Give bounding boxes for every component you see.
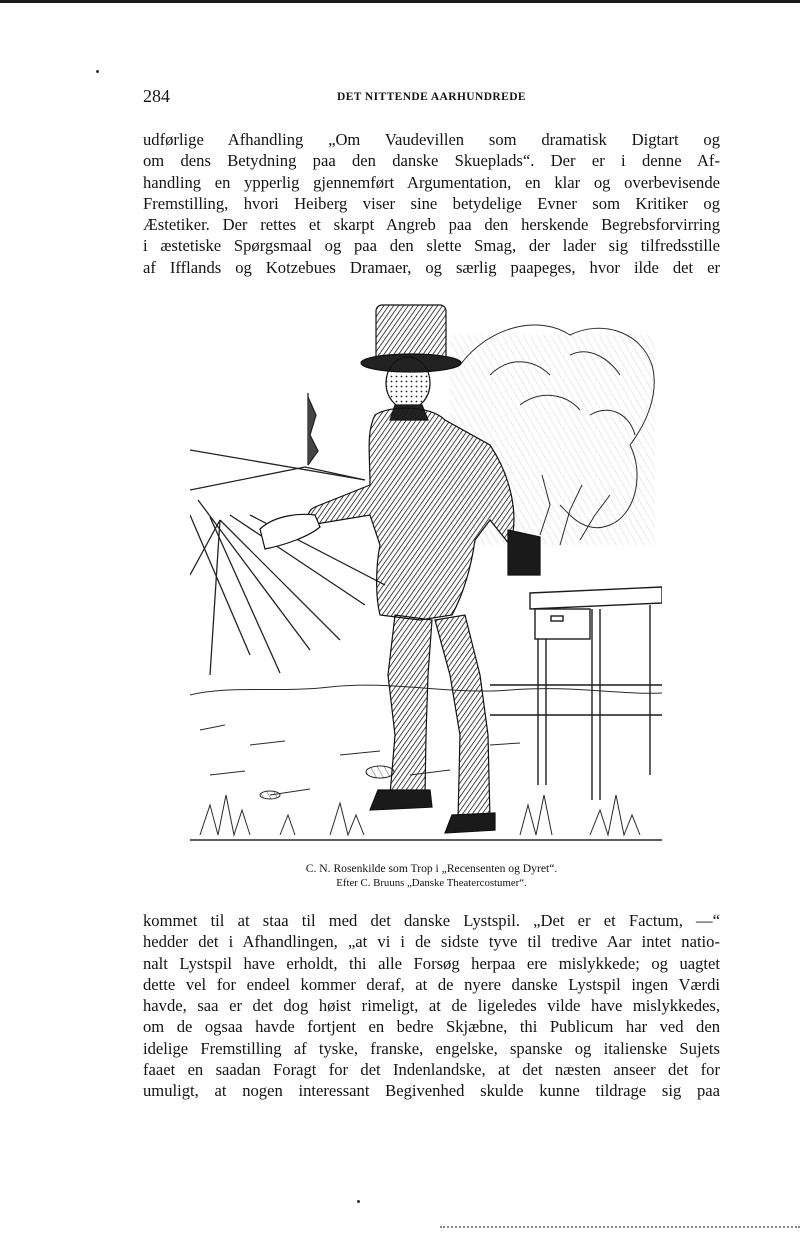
text-line: i æstetiske Spørgsmaal og paa den slette Smag, der lader sig tilfredsstille — [143, 236, 720, 256]
top-edge-rule — [0, 0, 800, 3]
text-line: om dens Betydning paa den danske Skueplads“. Der er i denne Af- — [143, 151, 720, 171]
paragraph-top — [143, 129, 720, 278]
page-number: 284 — [143, 86, 170, 106]
text-line: kommet til at staa til med det danske Lystspil. „Det er et Factum, —“ — [143, 911, 720, 930]
text-line: om de ogsaa havde fortjent en bedre Skjæbne, thi Publicum har ved den — [143, 1017, 720, 1037]
engraving-illustration — [190, 275, 662, 860]
running-title: DET NITTENDE AARHUNDREDE — [337, 91, 526, 103]
text-line: havde, saa er det dog høist rimeligt, at de ligeledes vilde have mislykkedes, — [143, 996, 720, 1016]
text-line: udførlige Afhandling „Om Vaudevillen som dramatisk Digtart og — [143, 130, 720, 149]
text-line: faaet en saadan Foragt for det Indenlandske, at det næsten anseer det for — [143, 1060, 720, 1080]
text-line: nalt Lystspil have erholdt, thi alle Forsøg herpaa ere mislykkede; og uagtet — [143, 953, 720, 973]
text-line: af Ifflands og Kotzebues Dramaer, og særlig paapeges, hvor ilde det er — [143, 257, 720, 277]
figure-caption: C. N. Rosenkilde som Trop i „Recensenten og Dyret“. — [305, 862, 558, 875]
page-header — [143, 86, 720, 110]
bottom-edge-dots — [440, 1226, 800, 1228]
text-line: handling en ypperlig gjennemført Argumentation, en klar og overbevisende — [143, 172, 720, 192]
illustration-figure — [190, 275, 662, 860]
paragraph-bottom — [143, 910, 720, 1102]
text-line: idelige Fremstilling af tyske, franske, engelske, spanske og italienske Sujets — [143, 1038, 720, 1058]
small-table — [490, 587, 662, 800]
text-line: Fremstilling, hvori Heiberg viser sine betydelige Evner som Kritiker og — [143, 193, 720, 213]
figure-source: Efter C. Bruuns „Danske Theatercostumer“. — [336, 877, 527, 889]
text-line: hedder det i Afhandlingen, „at vi i de sidste tyve til tredive Aar intet natio- — [143, 932, 720, 952]
paper-speck — [96, 70, 99, 73]
text-line: umuligt, at nogen interessant Begivenhed skulde kunne tildrage sig paa — [143, 1081, 720, 1101]
text-line: Æstetiker. Der rettes et skarpt Angreb paa den herskende Begrebsforvirring — [143, 215, 720, 235]
text-line: dette vel for endeel kommer deraf, at de nyere danske Lystspil ingen Værdi — [143, 974, 720, 994]
paper-speck — [357, 1200, 360, 1203]
